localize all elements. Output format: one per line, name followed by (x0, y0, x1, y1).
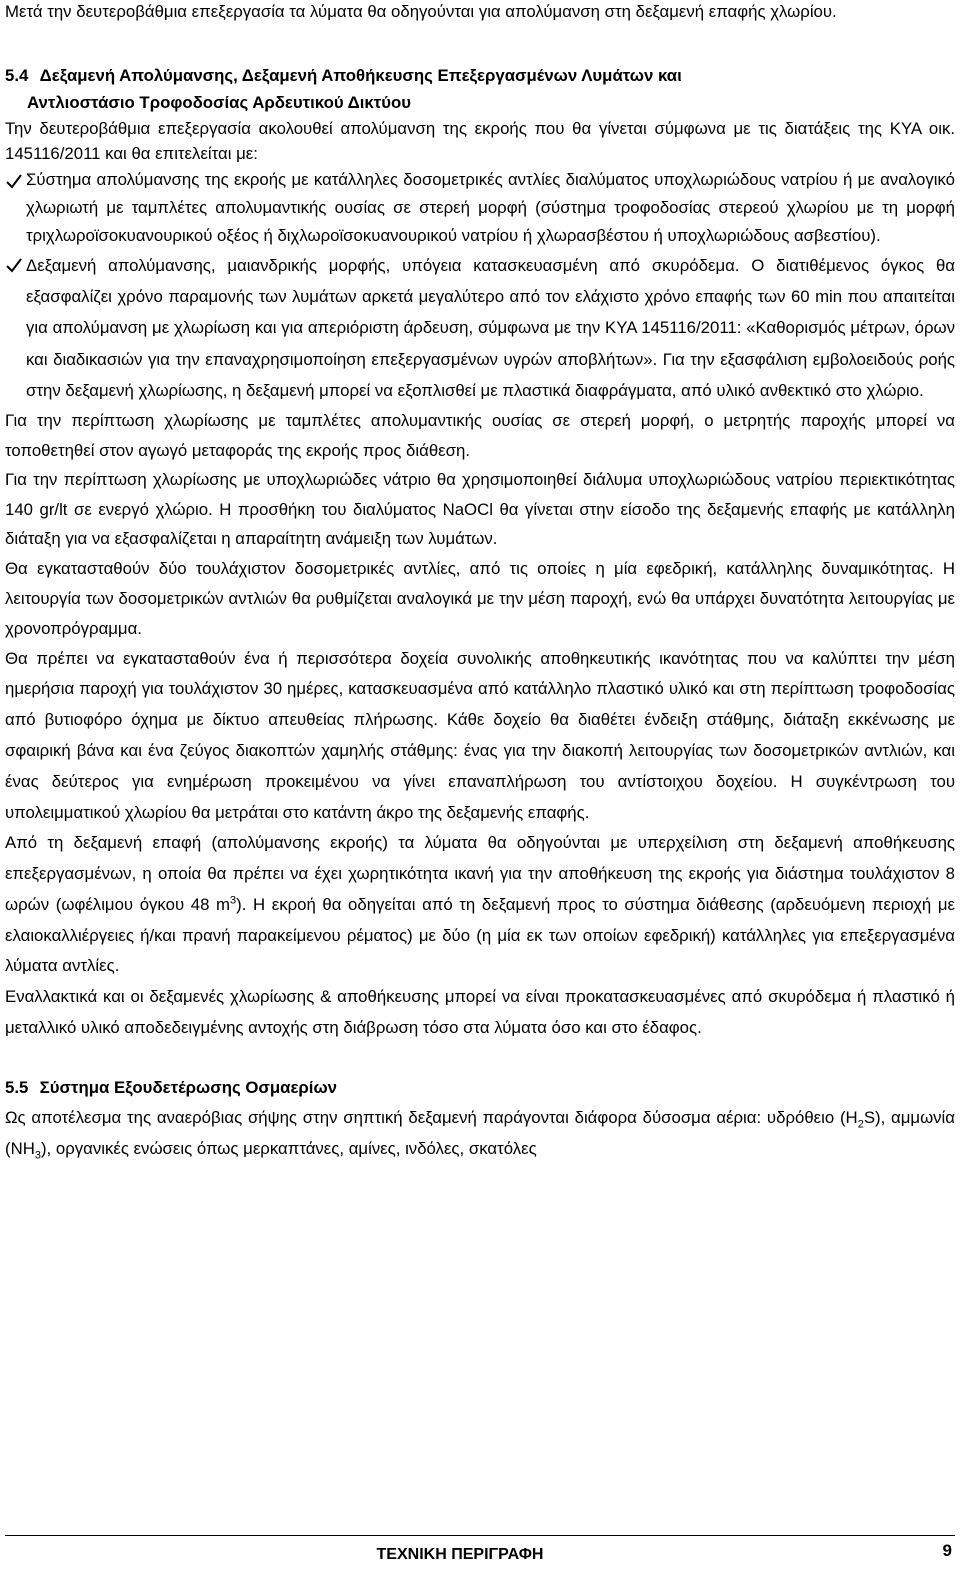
checkmark-icon (5, 172, 23, 190)
footer-divider (5, 1535, 955, 1536)
document-page (5, 0, 955, 1164)
paragraph-dosing-pumps: Θα εγκατασταθούν δύο τουλάχιστον δοσομετρικές αντλίες, από τις οποίες η μία εφεδρική, κατάλληλης δυναμικότητας. Η λειτουργία των δοσομετρικών αντλιών θα ρυθμίζεται αναλογικά με την μέση παροχή, ενώ θα υπάρχει δυνατότητα λειτουργίας με χρονοπρόγραμμα. (5, 558, 955, 638)
paragraph-alternative-tanks: Εναλλακτικά και οι δεξαμενές χλωρίωσης & αποθήκευσης μπορεί να είναι προκατασκευασμένες από σκυρόδεμα ή πλαστικό ή μεταλλικό υλικό αποδεδειγμένης αντοχής στη διάβρωση τόσο στα λύματα όσο και στο έδαφος. (5, 987, 955, 1038)
bullet-text: Σύστημα απολύμανσης της εκροής με κατάλληλες δοσομετρικές αντλίες διαλύματος υποχλωριώδους νατρίου ή με αναλογικό χλωριωτή με ταμπλέτες απολυμαντικής ουσίας σε στερεή μορφή (σύστημα τροφοδοσίας στερεού χλωρίου με τη μορφή τριχλωροϊσοκυανουρικού οξέος ή διχλωροϊσοκυανουρικού νατρίου ή χλωρασβέστου ή υποχλωριώδους ασβεστίου). (26, 170, 955, 245)
bullet-item-disinfection-system (5, 166, 955, 250)
section-title: Σύστημα Εξουδετέρωσης Οσμαερίων (39, 1077, 337, 1097)
intro-paragraph: Μετά την δευτεροβάθμια επεξεργασία τα λύματα θα οδηγούνται για απολύμανση στη δεξαμενή επαφής χλωρίου. (5, 2, 837, 21)
footer-title: ΤΕΧΝΙΚΗ ΠΕΡΙΓΡΑΦΗ (376, 1546, 544, 1563)
section-5-5-heading (5, 1074, 955, 1102)
paragraph-hypochlorite: Για την περίπτωση χλωρίωσης με υποχλωριώδες νάτριο θα χρησιμοποιηθεί διάλυμα υποχλωριώδους νατρίου περιεκτικότητας 140 gr/lt σε ενεργό χλώριο. Η προσθήκη του διαλύματος NaOCl θα γίνεται στην είσοδο της δεξαμενής επαφής με κατάλληλη διάταξη για να εξασφαλίζεται η απαραίτητη ανάμειξη των λυμάτων. (5, 470, 955, 549)
paragraph-storage-tanks: Θα πρέπει να εγκατασταθούν ένα ή περισσότερα δοχεία συνολικής αποθηκευτικής ικανότητας που να καλύπτει την μέση ημερήσια παροχή για τουλάχιστον 30 ημέρες, κατασκευασμένα από κατάλληλο πλαστικό υλικό και στη περίπτωση τροφοδοσίας από βυτιοφόρο όχημα με δίκτυο απευθείας πλήρωσης. Κάθε δοχείο θα διαθέτει ένδειξη στάθμης, διάταξη εκκένωσης με σφαιρική βάνα και ένα ζεύγος διακοπτών χαμηλής στάθμης: ένας για την διακοπή λειτουργίας των δοσομετρικών αντλιών, και ένας δεύτερος για ενημέρωση προκειμένου να γίνει επαναπλήρωση του αντίστοιχου δοχείου. Η συγκέντρωση του υπολειμματικού χλωρίου θα μετράται στο κατάντη άκρο της δεξαμενής επαφής. (5, 648, 955, 822)
paragraph-odour-gases: Ως αποτέλεσμα της αναερόβιας σήψης στην σηπτική δεξαμενή παράγονται διάφορα δύσοσμα αέρια: υδρόθειο $(H_2S)$, αμμωνία $(NH_3)$, οργανικές ενώσεις όπως μερκαπτάνες, αμίνες, ινδόλες, σκατόλες (5, 1107, 955, 1162)
bullet-text: Δεξαμενή απολύμανσης, μαιανδρικής μορφής, υπόγεια κατασκευασμένη από σκυρόδεμα. Ο διατιθέμενος όγκος θα εξασφαλίζει χρόνο παραμονής των λυμάτων αρκετά μεγαλύτερο από τον ελάχιστο χρόνο επαφής των 60 min που απαιτείται για απολύμανση με χλωρίωση και για απεριόριστη άρδευση, σύμφωνα με την ΚΥΑ 145116/2011: «Καθορισμός μέτρων, όρων και διαδικασιών για την επαναχρησιμοποίηση επεξεργασμένων υγρών αποβλήτων». Για την εξασφάλιση εμβολοειδούς ροής στην δεξαμενή χλωρίωσης, η δεξαμενή μπορεί να εξοπλισθεί με πλαστικά διαφράγματα, από υλικό ανθεκτικό στο χλώριο. (26, 256, 955, 400)
paragraph-tablets: Για την περίπτωση χλωρίωσης με ταμπλέτες απολυμαντικής ουσίας σε στερεή μορφή, ο μετρητής παροχής μπορεί να τοποθετηθεί στον αγωγό μεταφοράς της εκροής προς διάθεση. (5, 411, 955, 460)
page-number: 9 (942, 1541, 952, 1560)
checkmark-icon (5, 256, 23, 274)
section-5-4-heading (5, 61, 955, 116)
bullet-item-disinfection-tank (5, 250, 955, 406)
section-title-line-1: Δεξαμενή Απολύμανσης, Δεξαμενή Αποθήκευσης Επεξεργασμένων Λυμάτων και (39, 66, 682, 85)
paragraph-storage-tank-overflow: Από τη δεξαμενή επαφή (απολύμανσης εκροής) τα λύματα θα οδηγούνται με υπερχείλιση στη δεξαμενή αποθήκευσης επεξεργασμένων, η οποία θα πρέπει να έχει χωρητικότητα ικανή για την αποθήκευση της εκροής για διάστημα τουλάχιστον 8 ωρών (ωφέλιμου όγκου 48 $m^3$). Η εκροή θα οδηγείται από τη δεξαμενή προς το σύστημα διάθεσης (αρδευόμενη περιοχή με ελαιοκαλλιέργειες ή/και πρανή παρακείμενου ρέματος) με δύο (η μία εκ των οποίων εφεδρική) κατάλληλες για επεξεργασμένα λύματα αντλίες. (5, 833, 955, 976)
section-lead-paragraph: Την δευτεροβάθμια επεξεργασία ακολουθεί απολύμανση της εκροής που θα γίνεται σύμφωνα με τις διατάξεις της ΚΥΑ οικ. 145116/2011 και θα επιτελείται με: (5, 119, 955, 163)
section-number: 5.4 (5, 66, 29, 85)
section-number: 5.5 (5, 1077, 29, 1097)
section-title-line-2: Αντλιοστάσιο Τροφοδοσίας Αρδευτικού Δικτύου (27, 93, 412, 112)
page-footer (0, 1535, 960, 1573)
